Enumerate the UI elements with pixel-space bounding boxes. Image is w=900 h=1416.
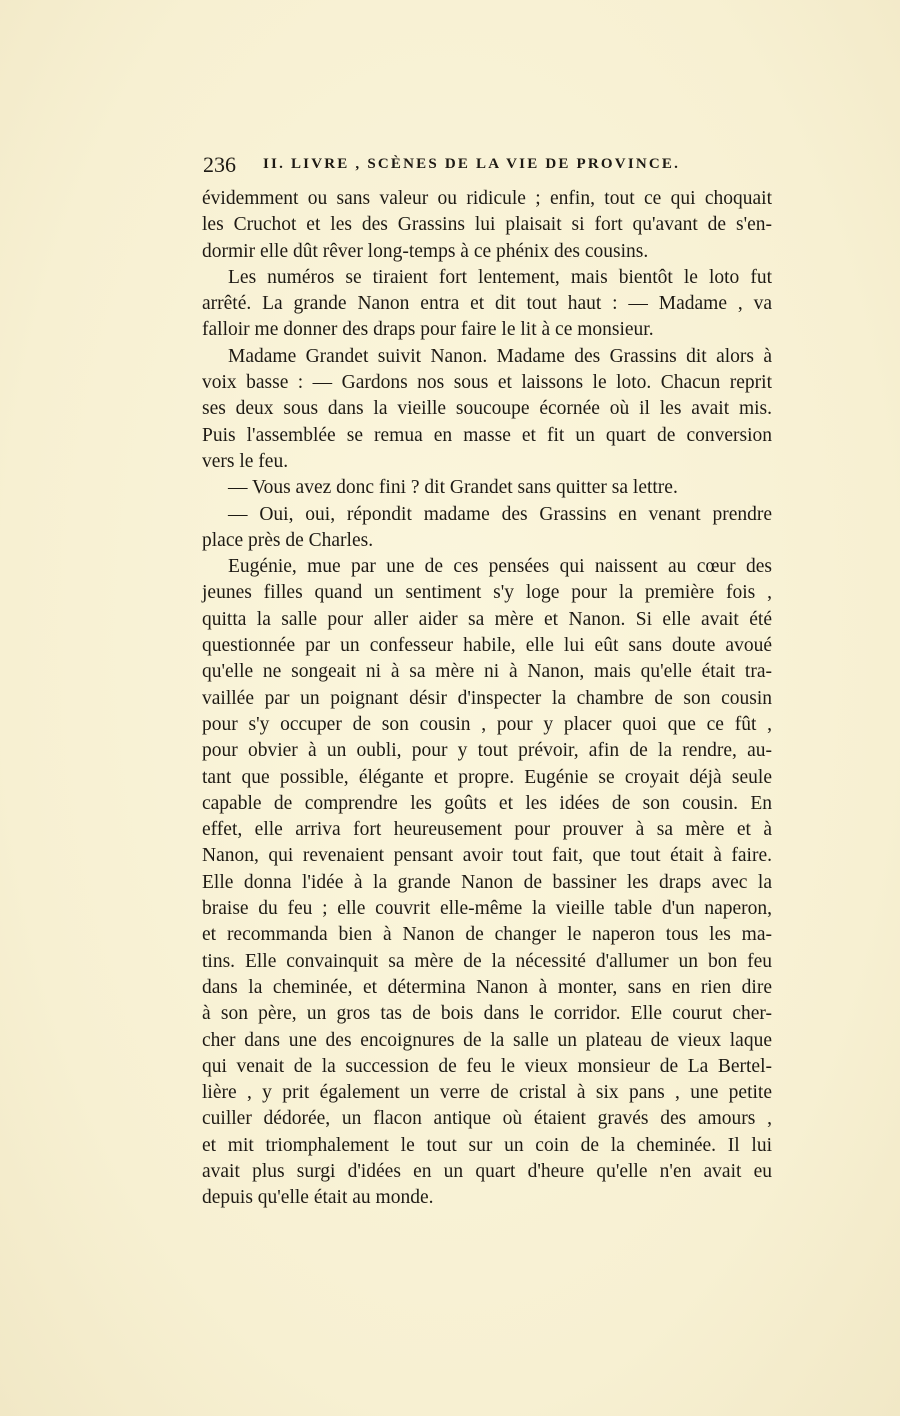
- text-line: Elle donna l'idée à la grande Nanon de bassiner les draps avec la: [202, 871, 772, 893]
- text-line: vers le feu.: [202, 450, 289, 472]
- text-line: et mit triomphalement le tout sur un coin de la cheminée. Il lui: [202, 1134, 772, 1156]
- text-line: effet, elle arriva fort heureusement pour prouver à sa mère et à: [202, 819, 772, 841]
- text-line: jeunes filles quand un sentiment s'y loge pour la première fois ,: [202, 582, 772, 604]
- text-line: et recommanda bien à Nanon de changer le naperon tous les ma-: [202, 924, 772, 946]
- text-line: évidemment ou sans valeur ou ridicule ; enfin, tout ce qui choquait: [202, 188, 772, 209]
- text-line: les Cruchot et les des Grassins lui plaisait si fort qu'avant de s'en-: [202, 214, 772, 236]
- text-line: qui venait de la succession de feu le vieux monsieur de La Bertel-: [202, 1055, 772, 1077]
- text-line: questionnée par un confesseur habile, elle lui eût sans doute avoué: [202, 635, 772, 657]
- text-line: braise du feu ; elle couvrit elle-même la vieille table d'un naperon,: [202, 898, 772, 920]
- text-line: falloir me donner des draps pour faire le lit à ce monsieur.: [202, 319, 654, 341]
- text-line: pour obvier à un oubli, pour y tout prévoir, afin de la rendre, au-: [202, 740, 772, 762]
- text-line: Eugénie, mue par une de ces pensées qui naissent au cœur des: [228, 556, 772, 578]
- text-line: — Oui, oui, répondit madame des Grassins en venant prendre: [228, 503, 772, 525]
- text-line: voix basse : — Gardons nos sous et laissons le loto. Chacun reprit: [202, 372, 772, 394]
- text-line: capable de comprendre les goûts et les idées de son cousin. En: [202, 792, 772, 814]
- text-line: avait plus surgi d'idées en un quart d'heure qu'elle n'en avait eu: [202, 1160, 772, 1182]
- text-line: à son père, un gros tas de bois dans le corridor. Elle courut cher-: [202, 1003, 772, 1025]
- page-header: [203, 152, 773, 182]
- text-line: Puis l'assemblée se remua en masse et fit un quart de conversion: [202, 424, 772, 446]
- text-line: Madame Grandet suivit Nanon. Madame des Grassins dit alors à: [228, 345, 772, 367]
- text-line: Les numéros se tiraient fort lentement, mais bientôt le loto fut: [228, 266, 772, 288]
- text-line: quitta la salle pour aller aider sa mère et Nanon. Si elle avait été: [202, 608, 772, 630]
- text-line: pour s'y occuper de son cousin , pour y placer quoi que ce fût ,: [202, 713, 772, 735]
- text-line: lière , y prit également un verre de cristal à six pans , une petite: [202, 1082, 772, 1104]
- text-line: vaillée par un poignant désir d'inspecter la chambre de son cousin: [202, 687, 772, 709]
- text-line: qu'elle ne songeait ni à sa mère ni à Nanon, mais qu'elle était tra-: [202, 661, 772, 683]
- text-line: — Vous avez donc fini ? dit Grandet sans quitter sa lettre.: [228, 477, 678, 499]
- page-number: 236: [203, 152, 236, 177]
- text-line: tant que possible, élégante et propre. Eugénie se croyait déjà seule: [202, 766, 772, 788]
- body-text: [202, 186, 772, 1212]
- text-line: dormir elle dût rêver long-temps à ce phénix des cousins.: [202, 240, 649, 262]
- text-line: dans la cheminée, et détermina Nanon à monter, sans en rien dire: [202, 976, 772, 998]
- running-title: II. LIVRE , SCÈNES DE LA VIE DE PROVINCE.: [263, 156, 681, 172]
- text-line: tins. Elle convainquit sa mère de la nécessité d'allumer un bon feu: [202, 950, 772, 972]
- text-line: place près de Charles.: [202, 529, 374, 551]
- text-line: Nanon, qui revenaient pensant avoir tout fait, que tout était à faire.: [202, 845, 772, 867]
- text-line: cher dans une des encoignures de la salle un plateau de vieux laque: [202, 1029, 772, 1051]
- text-line: ses deux sous dans la vieille soucoupe écornée où il les avait mis.: [202, 398, 772, 420]
- text-line: arrêté. La grande Nanon entra et dit tout haut : — Madame , va: [202, 293, 772, 315]
- text-line: cuiller dédorée, un flacon antique où étaient gravés des amours ,: [202, 1108, 772, 1130]
- text-line: depuis qu'elle était au monde.: [202, 1187, 434, 1209]
